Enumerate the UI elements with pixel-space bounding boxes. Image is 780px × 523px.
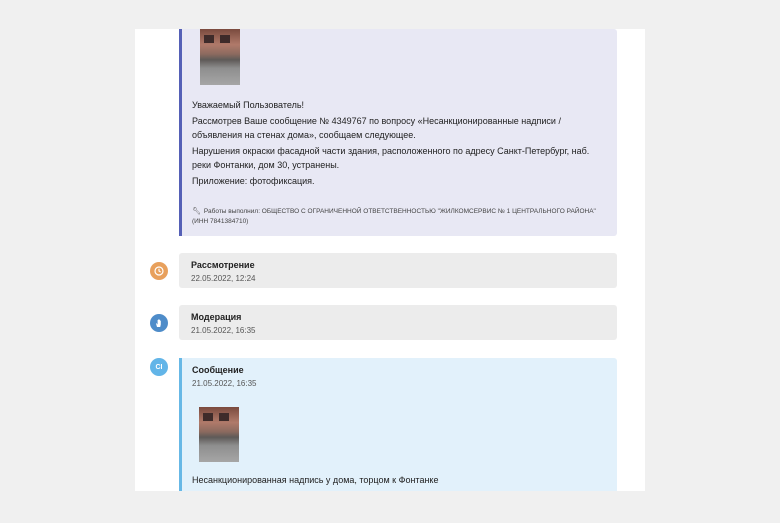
response-card <box>179 29 617 236</box>
moderation-title: Модерация <box>191 312 242 322</box>
message-date: 21.05.2022, 16:35 <box>192 379 257 388</box>
author-avatar: СI <box>150 358 168 376</box>
message-photo-thumbnail[interactable] <box>199 407 239 462</box>
moderation-date: 21.05.2022, 16:35 <box>191 326 256 335</box>
review-date: 22.05.2022, 12:24 <box>191 274 256 283</box>
response-paragraph-2: Нарушения окраски фасадной части здания, расположенного по адресу Санкт-Петербург, наб. реки Фонтанки, дом 30, устранены. <box>192 146 590 170</box>
response-greeting: Уважаемый Пользователь! <box>192 100 305 110</box>
message-title: Сообщение <box>192 365 244 375</box>
response-photo-thumbnail[interactable] <box>200 29 240 85</box>
message-text: Несанкционированная надпись у дома, торцом к Фонтанке <box>192 475 439 485</box>
hand-icon <box>150 314 168 332</box>
clock-icon <box>150 262 168 280</box>
works-note <box>192 207 597 227</box>
timeline-panel <box>135 29 645 491</box>
review-card <box>179 253 617 288</box>
response-paragraph-1: Рассмотрев Ваше сообщение № 4349767 по вопросу «Несанкционированные надписи / объявления на стенах дома», сообщаем следующее. <box>192 116 561 140</box>
wrench-icon: 🔧︎ <box>192 208 201 215</box>
response-paragraph-3: Приложение: фотофиксация. <box>192 176 315 186</box>
moderation-card <box>179 305 617 340</box>
works-note-text: Работы выполнил: ОБЩЕСТВО С ОГРАНИЧЕННОЙ ОТВЕТСТВЕННОСТЬЮ "ЖИЛКОМСЕРВИС № 1 ЦЕНТРАЛЬНОГО РАЙОНА" (ИНН 7841384710) <box>192 208 596 225</box>
message-card <box>179 358 617 491</box>
review-title: Рассмотрение <box>191 260 255 270</box>
